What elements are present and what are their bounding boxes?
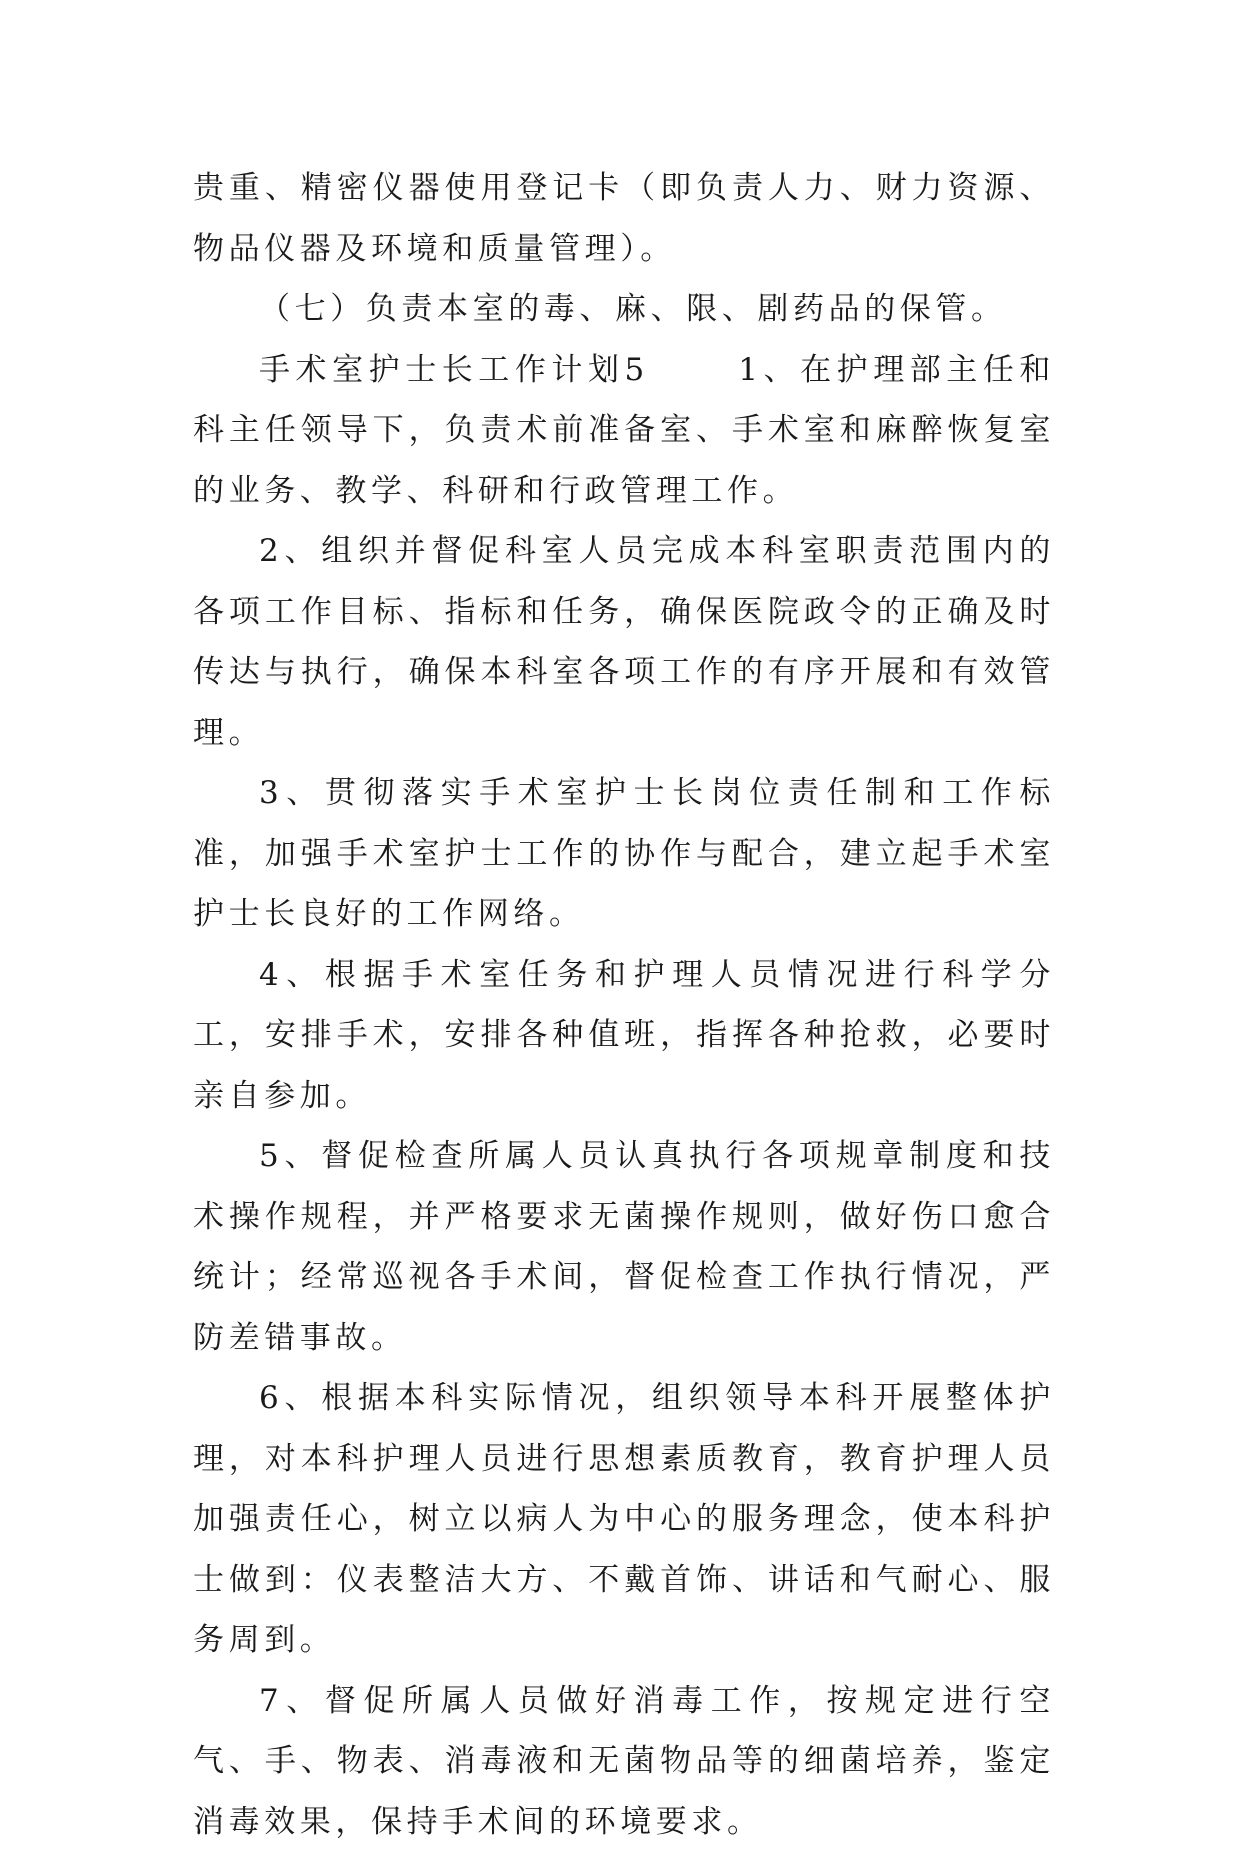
paragraph-plan-5-item-1: 手术室护士长工作计划5 1、在护理部主任和科主任领导下，负责术前准备室、手术室和麻醉恢复室的业务、教学、科研和行政管理工作。 — [193, 340, 1055, 522]
paragraph-item-5: 5、督促检查所属人员认真执行各项规章制度和技术操作规程，并严格要求无菌操作规则，做好伤口愈合统计；经常巡视各手术间，督促检查工作执行情况，严防差错事故。 — [193, 1126, 1055, 1368]
paragraph-item-4: 4、根据手术室任务和护理人员情况进行科学分工，安排手术，安排各种值班，指挥各种抢救，必要时亲自参加。 — [193, 945, 1055, 1127]
document-body — [193, 158, 1055, 1852]
paragraph-item-3: 3、贯彻落实手术室护士长岗位责任制和工作标准，加强手术室护士工作的协作与配合，建立起手术室护士长良好的工作网络。 — [193, 763, 1055, 945]
paragraph-item-7-drug-custody: （七）负责本室的毒、麻、限、剧药品的保管。 — [193, 279, 1055, 340]
paragraph-item-7: 7、督促所属人员做好消毒工作，按规定进行空气、手、物表、消毒液和无菌物品等的细菌培养，鉴定消毒效果，保持手术间的环境要求。 — [193, 1671, 1055, 1852]
paragraph-item-2: 2、组织并督促科室人员完成本科室职责范围内的各项工作目标、指标和任务，确保医院政令的正确及时传达与执行，确保本科室各项工作的有序开展和有效管理。 — [193, 521, 1055, 763]
paragraph-item-6: 6、根据本科实际情况，组织领导本科开展整体护理，对本科护理人员进行思想素质教育，教育护理人员加强责任心，树立以病人为中心的服务理念，使本科护士做到：仪表整洁大方、不戴首饰、讲话和气耐心、服务周到。 — [193, 1368, 1055, 1671]
paragraph-equipment-registration: 贵重、精密仪器使用登记卡（即负责人力、财力资源、物品仪器及环境和质量管理）。 — [193, 158, 1055, 279]
